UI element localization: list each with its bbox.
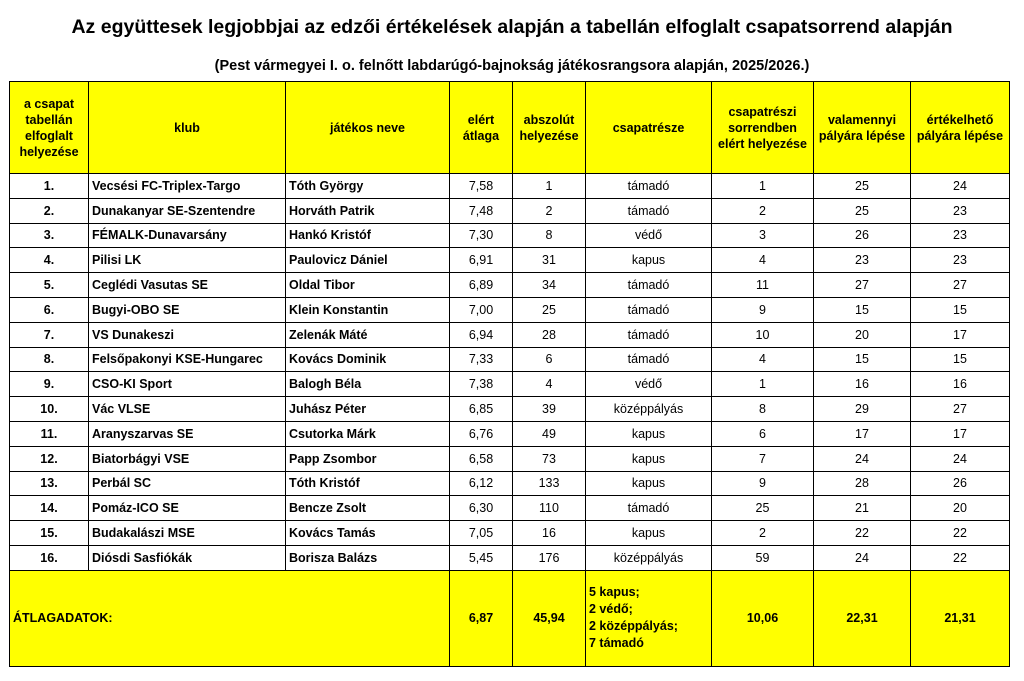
cell-club: Diósdi Sasfiókák xyxy=(89,545,286,570)
table-header-row xyxy=(10,82,1010,174)
cell-position-rank: 4 xyxy=(712,347,814,372)
averages-row xyxy=(10,570,1010,666)
cell-club: Pilisi LK xyxy=(89,248,286,273)
cell-position-rank: 9 xyxy=(712,471,814,496)
cell-absolute-rank: 133 xyxy=(513,471,586,496)
cell-position: kapus xyxy=(586,248,712,273)
cell-absolute-rank: 176 xyxy=(513,545,586,570)
cell-absolute-rank: 39 xyxy=(513,397,586,422)
averages-position-rank: 10,06 xyxy=(712,570,814,666)
averages-average: 6,87 xyxy=(450,570,513,666)
averages-all-matches: 22,31 xyxy=(814,570,911,666)
cell-all-matches: 24 xyxy=(814,446,911,471)
cell-rated-matches: 20 xyxy=(911,496,1010,521)
cell-player: Paulovicz Dániel xyxy=(286,248,450,273)
cell-absolute-rank: 2 xyxy=(513,198,586,223)
position-line: 7 támadó xyxy=(589,636,644,651)
header-position-rank: csapatrészi sorrendben elért helyezése xyxy=(712,82,814,174)
table-row xyxy=(10,198,1010,223)
cell-all-matches: 27 xyxy=(814,273,911,298)
cell-average: 6,89 xyxy=(450,273,513,298)
table-row xyxy=(10,471,1010,496)
header-position: csapatrésze xyxy=(586,82,712,174)
page-title: Az együttesek legjobbjai az edzői értékelések alapján a tabellán elfoglalt csapatsorrend alapján xyxy=(71,16,953,38)
cell-player: Borisza Balázs xyxy=(286,545,450,570)
cell-position: kapus xyxy=(586,421,712,446)
cell-position-rank: 25 xyxy=(712,496,814,521)
cell-player: Tóth György xyxy=(286,174,450,199)
cell-position-rank: 8 xyxy=(712,397,814,422)
cell-absolute-rank: 73 xyxy=(513,446,586,471)
cell-absolute-rank: 16 xyxy=(513,521,586,546)
cell-rated-matches: 22 xyxy=(911,521,1010,546)
cell-position: kapus xyxy=(586,521,712,546)
averages-rated-matches: 21,31 xyxy=(911,570,1010,666)
cell-position-rank: 11 xyxy=(712,273,814,298)
table-row xyxy=(10,223,1010,248)
cell-rank: 1. xyxy=(10,174,89,199)
header-player: játékos neve xyxy=(286,82,450,174)
cell-position: támadó xyxy=(586,198,712,223)
cell-position-rank: 59 xyxy=(712,545,814,570)
cell-club: Aranyszarvas SE xyxy=(89,421,286,446)
cell-club: Vác VLSE xyxy=(89,397,286,422)
cell-club: Perbál SC xyxy=(89,471,286,496)
cell-rank: 15. xyxy=(10,521,89,546)
cell-rated-matches: 23 xyxy=(911,223,1010,248)
cell-club: Biatorbágyi VSE xyxy=(89,446,286,471)
cell-average: 6,58 xyxy=(450,446,513,471)
cell-club: Vecsési FC-Triplex-Targo xyxy=(89,174,286,199)
cell-rated-matches: 17 xyxy=(911,421,1010,446)
cell-rated-matches: 17 xyxy=(911,322,1010,347)
cell-player: Oldal Tibor xyxy=(286,273,450,298)
cell-player: Horváth Patrik xyxy=(286,198,450,223)
cell-rank: 2. xyxy=(10,198,89,223)
cell-all-matches: 22 xyxy=(814,521,911,546)
cell-rank: 8. xyxy=(10,347,89,372)
cell-all-matches: 17 xyxy=(814,421,911,446)
ranking-table xyxy=(9,81,1010,667)
cell-rated-matches: 24 xyxy=(911,446,1010,471)
header-club: klub xyxy=(89,82,286,174)
cell-average: 7,30 xyxy=(450,223,513,248)
header-rated-matches: értékelhető pályára lépése xyxy=(911,82,1010,174)
table-row xyxy=(10,297,1010,322)
header-average: elért átlaga xyxy=(450,82,513,174)
cell-position-rank: 3 xyxy=(712,223,814,248)
cell-all-matches: 25 xyxy=(814,174,911,199)
cell-absolute-rank: 49 xyxy=(513,421,586,446)
cell-rank: 10. xyxy=(10,397,89,422)
cell-rank: 5. xyxy=(10,273,89,298)
cell-position-rank: 4 xyxy=(712,248,814,273)
cell-absolute-rank: 34 xyxy=(513,273,586,298)
table-row xyxy=(10,322,1010,347)
cell-player: Hankó Kristóf xyxy=(286,223,450,248)
cell-rated-matches: 27 xyxy=(911,273,1010,298)
cell-rated-matches: 15 xyxy=(911,347,1010,372)
cell-rated-matches: 23 xyxy=(911,248,1010,273)
position-line: 2 védő; xyxy=(589,602,633,617)
cell-position: kapus xyxy=(586,446,712,471)
cell-position-rank: 1 xyxy=(712,372,814,397)
cell-rated-matches: 24 xyxy=(911,174,1010,199)
cell-club: CSO-KI Sport xyxy=(89,372,286,397)
cell-player: Kovács Dominik xyxy=(286,347,450,372)
cell-position-rank: 6 xyxy=(712,421,814,446)
cell-rated-matches: 26 xyxy=(911,471,1010,496)
cell-club: Pomáz-ICO SE xyxy=(89,496,286,521)
cell-position: védő xyxy=(586,372,712,397)
cell-absolute-rank: 28 xyxy=(513,322,586,347)
cell-rank: 16. xyxy=(10,545,89,570)
cell-position: középpályás xyxy=(586,397,712,422)
cell-average: 6,91 xyxy=(450,248,513,273)
cell-player: Csutorka Márk xyxy=(286,421,450,446)
cell-position: támadó xyxy=(586,322,712,347)
cell-all-matches: 16 xyxy=(814,372,911,397)
table-row xyxy=(10,545,1010,570)
cell-rank: 3. xyxy=(10,223,89,248)
cell-average: 7,48 xyxy=(450,198,513,223)
table-body xyxy=(10,174,1010,571)
cell-rated-matches: 27 xyxy=(911,397,1010,422)
cell-rated-matches: 23 xyxy=(911,198,1010,223)
table-row xyxy=(10,421,1010,446)
cell-club: Felsőpakonyi KSE-Hungarec xyxy=(89,347,286,372)
cell-position: támadó xyxy=(586,174,712,199)
cell-rank: 13. xyxy=(10,471,89,496)
cell-rank: 4. xyxy=(10,248,89,273)
cell-club: FÉMALK-Dunavarsány xyxy=(89,223,286,248)
cell-average: 7,58 xyxy=(450,174,513,199)
cell-average: 7,38 xyxy=(450,372,513,397)
header-all-matches: valamennyi pályára lépése xyxy=(814,82,911,174)
cell-all-matches: 21 xyxy=(814,496,911,521)
cell-club: VS Dunakeszi xyxy=(89,322,286,347)
cell-rank: 11. xyxy=(10,421,89,446)
cell-club: Dunakanyar SE-Szentendre xyxy=(89,198,286,223)
cell-player: Zelenák Máté xyxy=(286,322,450,347)
table-row xyxy=(10,174,1010,199)
cell-player: Juhász Péter xyxy=(286,397,450,422)
cell-absolute-rank: 1 xyxy=(513,174,586,199)
cell-rated-matches: 15 xyxy=(911,297,1010,322)
position-line: 5 kapus; xyxy=(589,585,640,600)
cell-average: 6,12 xyxy=(450,471,513,496)
page-subtitle: (Pest vármegyei I. o. felnőtt labdarúgó-bajnokság játékosrangsora alapján, 2025/2026.) xyxy=(214,58,810,74)
cell-all-matches: 23 xyxy=(814,248,911,273)
cell-all-matches: 28 xyxy=(814,471,911,496)
cell-player: Klein Konstantin xyxy=(286,297,450,322)
cell-position: támadó xyxy=(586,496,712,521)
table-row xyxy=(10,446,1010,471)
averages-label: ÁTLAGADATOK: xyxy=(10,570,450,666)
cell-all-matches: 26 xyxy=(814,223,911,248)
cell-rated-matches: 16 xyxy=(911,372,1010,397)
cell-position-rank: 1 xyxy=(712,174,814,199)
cell-position-rank: 2 xyxy=(712,198,814,223)
cell-all-matches: 29 xyxy=(814,397,911,422)
averages-position-breakdown xyxy=(586,570,712,666)
cell-position: támadó xyxy=(586,347,712,372)
cell-average: 5,45 xyxy=(450,545,513,570)
cell-club: Bugyi-OBO SE xyxy=(89,297,286,322)
cell-average: 7,33 xyxy=(450,347,513,372)
cell-absolute-rank: 31 xyxy=(513,248,586,273)
cell-position: támadó xyxy=(586,297,712,322)
table-row xyxy=(10,397,1010,422)
table-row xyxy=(10,372,1010,397)
header-absolute-rank: abszolút helyezése xyxy=(513,82,586,174)
cell-average: 6,94 xyxy=(450,322,513,347)
cell-position: védő xyxy=(586,223,712,248)
cell-absolute-rank: 4 xyxy=(513,372,586,397)
cell-all-matches: 15 xyxy=(814,297,911,322)
cell-position: támadó xyxy=(586,273,712,298)
table-row xyxy=(10,273,1010,298)
cell-position-rank: 2 xyxy=(712,521,814,546)
cell-absolute-rank: 110 xyxy=(513,496,586,521)
cell-average: 6,85 xyxy=(450,397,513,422)
cell-position-rank: 10 xyxy=(712,322,814,347)
cell-rank: 12. xyxy=(10,446,89,471)
table-row xyxy=(10,347,1010,372)
cell-rated-matches: 22 xyxy=(911,545,1010,570)
cell-player: Papp Zsombor xyxy=(286,446,450,471)
cell-position: középpályás xyxy=(586,545,712,570)
cell-all-matches: 24 xyxy=(814,545,911,570)
table-row xyxy=(10,521,1010,546)
cell-all-matches: 25 xyxy=(814,198,911,223)
averages-absolute: 45,94 xyxy=(513,570,586,666)
cell-rank: 14. xyxy=(10,496,89,521)
table-row xyxy=(10,496,1010,521)
cell-average: 6,30 xyxy=(450,496,513,521)
cell-absolute-rank: 8 xyxy=(513,223,586,248)
cell-all-matches: 20 xyxy=(814,322,911,347)
position-line: 2 középpályás; xyxy=(589,619,678,634)
cell-club: Budakalászi MSE xyxy=(89,521,286,546)
cell-position-rank: 9 xyxy=(712,297,814,322)
cell-player: Tóth Kristóf xyxy=(286,471,450,496)
cell-all-matches: 15 xyxy=(814,347,911,372)
cell-average: 7,05 xyxy=(450,521,513,546)
cell-player: Bencze Zsolt xyxy=(286,496,450,521)
cell-average: 6,76 xyxy=(450,421,513,446)
cell-position: kapus xyxy=(586,471,712,496)
cell-player: Kovács Tamás xyxy=(286,521,450,546)
cell-average: 7,00 xyxy=(450,297,513,322)
cell-absolute-rank: 6 xyxy=(513,347,586,372)
cell-club: Ceglédi Vasutas SE xyxy=(89,273,286,298)
cell-absolute-rank: 25 xyxy=(513,297,586,322)
cell-rank: 9. xyxy=(10,372,89,397)
cell-rank: 6. xyxy=(10,297,89,322)
cell-position-rank: 7 xyxy=(712,446,814,471)
cell-player: Balogh Béla xyxy=(286,372,450,397)
cell-rank: 7. xyxy=(10,322,89,347)
table-row xyxy=(10,248,1010,273)
header-rank: a csapat tabellán elfoglalt helyezése xyxy=(10,82,89,174)
